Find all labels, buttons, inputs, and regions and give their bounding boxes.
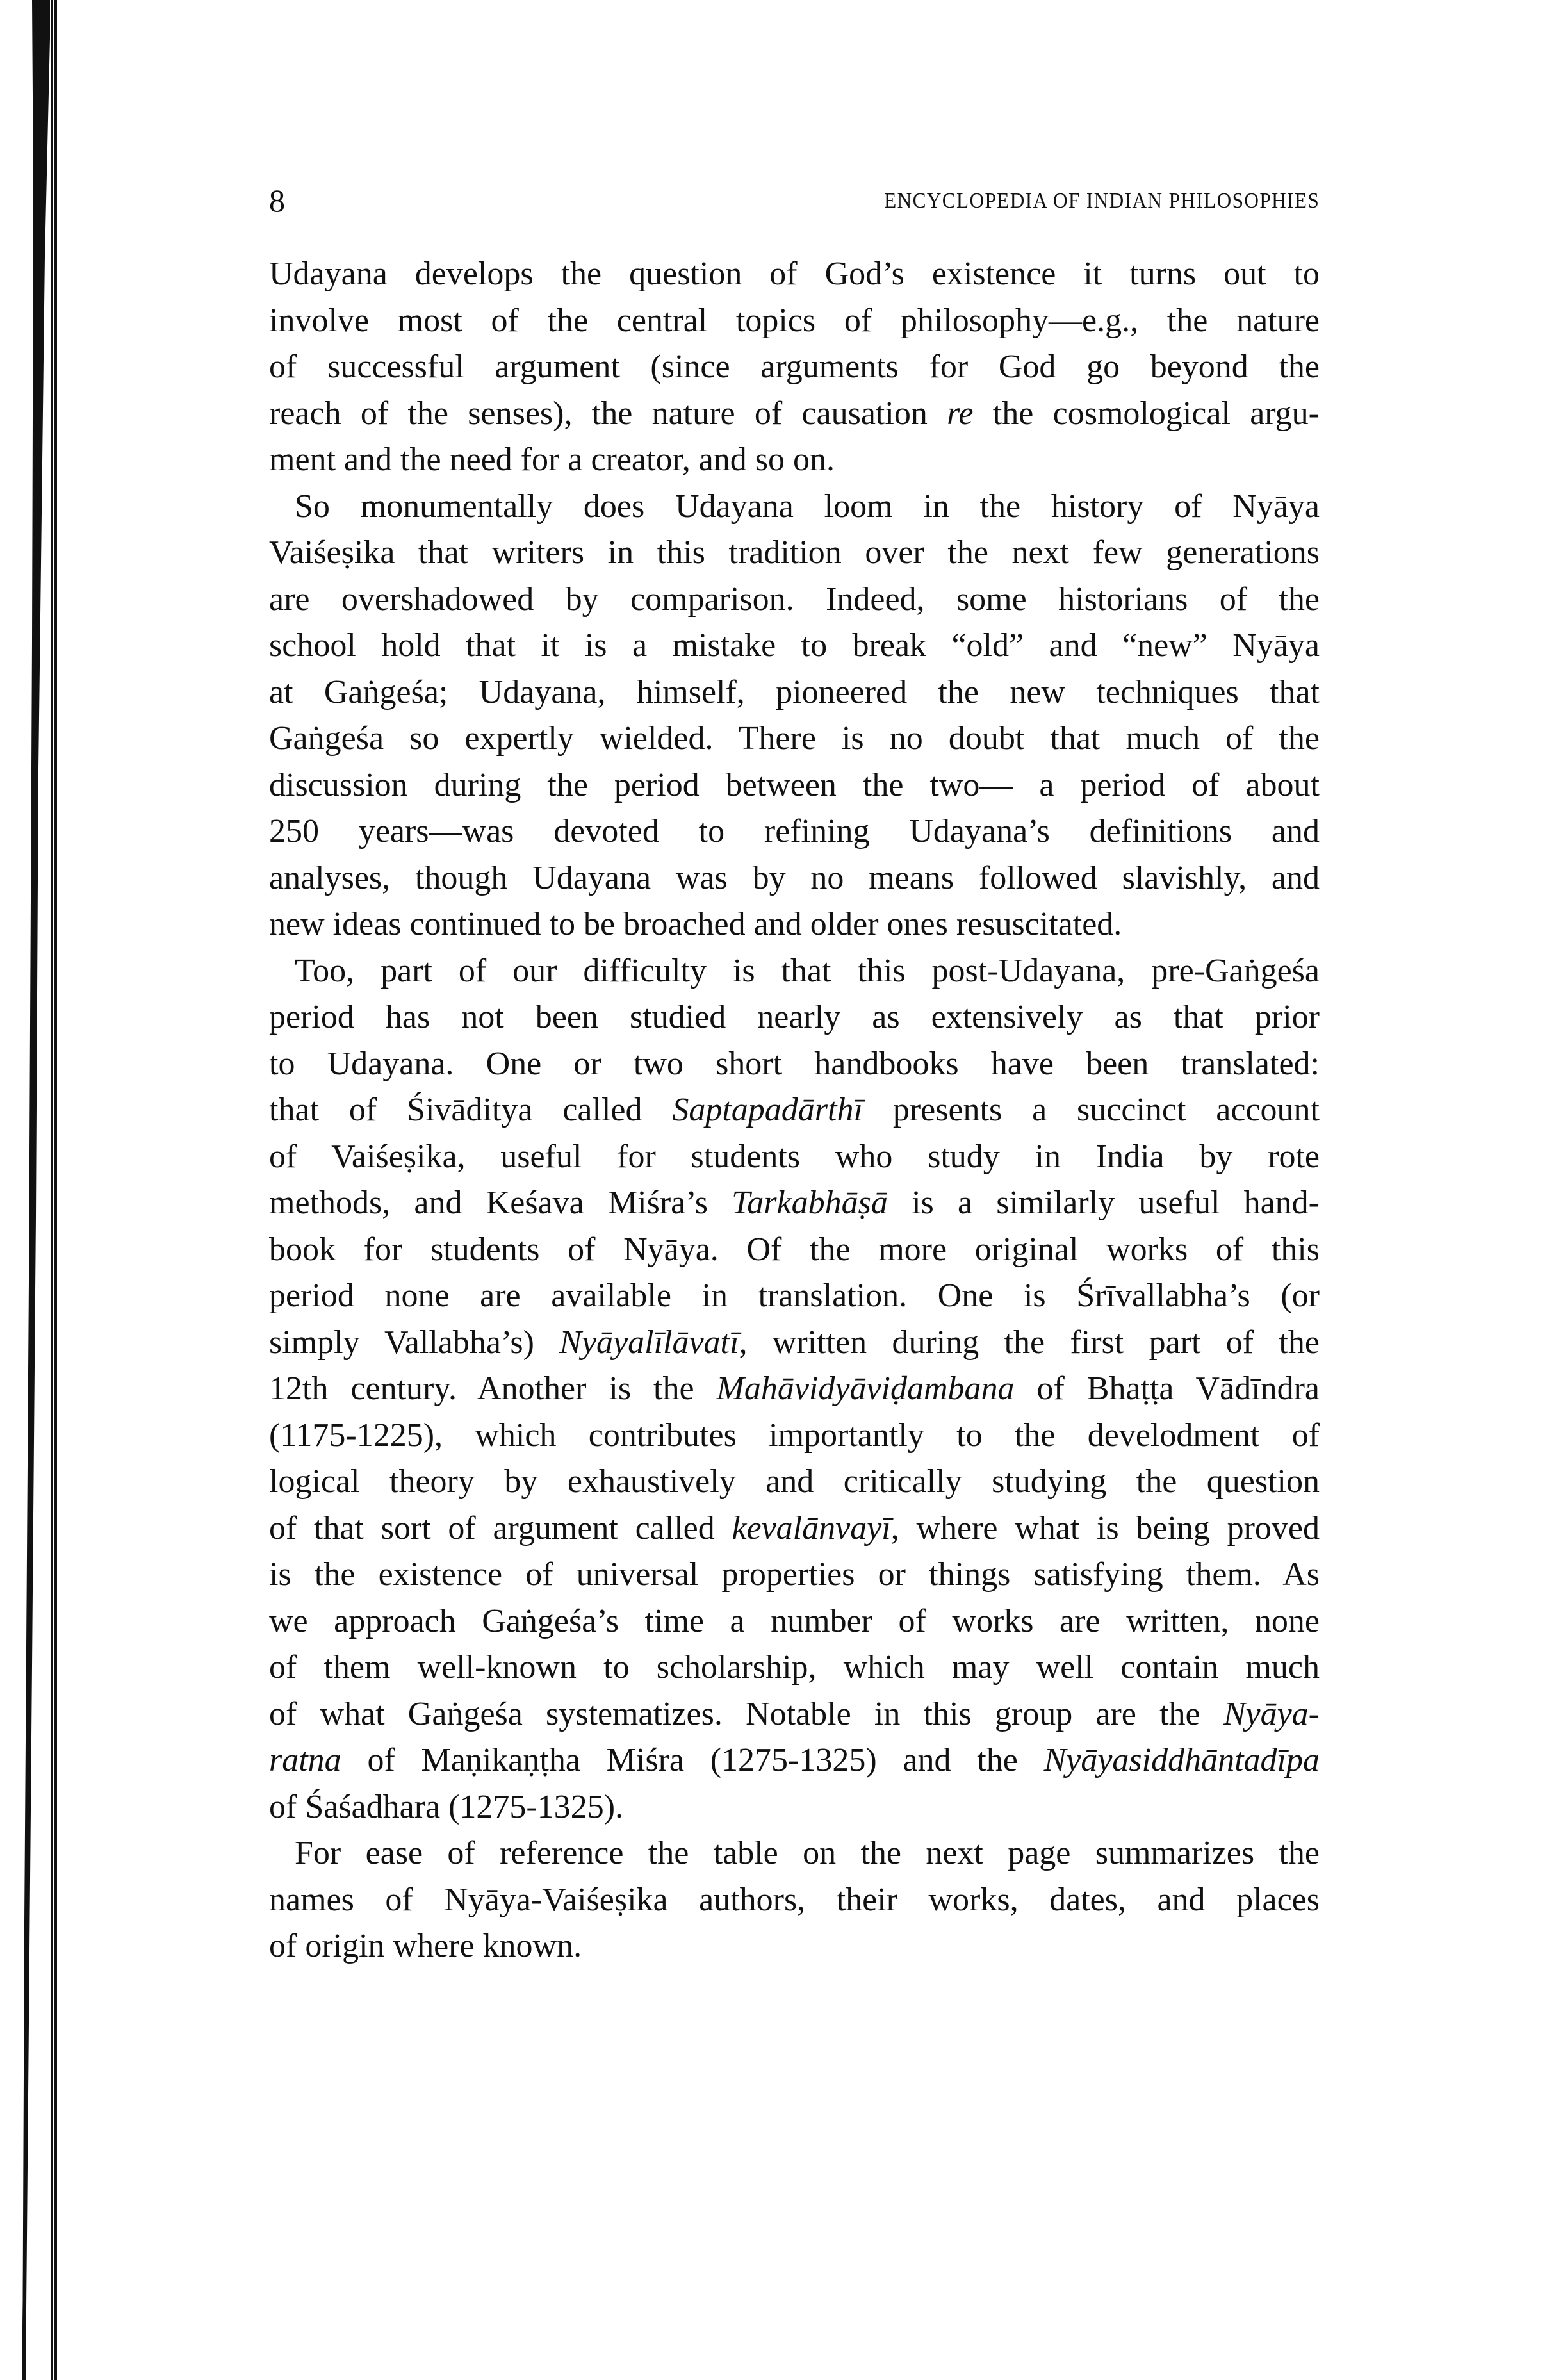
text-line xyxy=(269,855,1320,902)
text-line xyxy=(269,1459,1320,1506)
text-run: discussion during the period between the two— a period of about xyxy=(269,766,1320,803)
paragraph xyxy=(269,1830,1320,1970)
text-line xyxy=(269,298,1320,345)
text-line xyxy=(269,1645,1320,1691)
text-run: ment and the need for a creator, and so on. xyxy=(269,441,835,478)
text-run: presents a succinct account xyxy=(862,1092,1320,1128)
italic-term: Mahāvidyāviḍambana xyxy=(716,1370,1015,1407)
text-run: reach of the senses), the nature of causation xyxy=(269,395,947,432)
text-line xyxy=(269,1506,1320,1552)
text-run: Udayana develops the question of God’s existence it turns out to xyxy=(269,256,1320,292)
text-line xyxy=(269,669,1320,716)
text-run: names of Nyāya-Vaiśeṣika authors, their works, dates, and places xyxy=(269,1881,1320,1918)
text-run: logical theory by exhaustively and critically studying the question xyxy=(269,1463,1320,1500)
paragraph xyxy=(269,251,1320,484)
text-line xyxy=(269,391,1320,438)
text-line xyxy=(269,1877,1320,1924)
paragraph xyxy=(269,948,1320,1831)
text-run: involve most of the central topics of philosophy—e.g., the nature xyxy=(269,302,1320,339)
text-run: school hold that it is a mistake to break “old” and “new” Nyāya xyxy=(269,627,1320,664)
text-run: period has not been studied nearly as extensively as that prior xyxy=(269,999,1320,1035)
text-run: of Vaiśeṣika, useful for students who study in India by rote xyxy=(269,1138,1320,1175)
text-run: 12th century. Another is the xyxy=(269,1370,717,1407)
text-run: of origin where known. xyxy=(269,1928,582,1964)
text-line xyxy=(269,623,1320,669)
text-run: methods, and Keśava Miśra’s xyxy=(269,1185,732,1221)
text-run: are overshadowed by comparison. Indeed, some historians of the xyxy=(269,580,1320,618)
text-run: of that sort of argument called xyxy=(269,1509,732,1547)
text-line xyxy=(269,716,1320,762)
text-line xyxy=(269,1366,1320,1413)
text-run: simply Vallabha’s) xyxy=(269,1324,560,1361)
text-run: of Śaśadhara (1275-1325). xyxy=(269,1788,624,1825)
text-line xyxy=(269,251,1320,298)
text-run: 250 years—was devoted to refining Udayana’s definitions and xyxy=(269,813,1320,849)
book-binding-edge xyxy=(0,0,61,2380)
text-run: Gaṅgeśa so expertly wielded. There is no doubt that much of the xyxy=(269,720,1320,757)
text-run: Too, part of our difficulty is that this post-Udayana, pre-Gaṅgeśa xyxy=(295,952,1320,989)
text-line xyxy=(269,1737,1320,1784)
italic-term: Saptapadārthī xyxy=(672,1092,863,1128)
paragraph xyxy=(269,484,1320,948)
text-line xyxy=(269,948,1320,995)
text-run: is a similarly useful hand- xyxy=(887,1185,1320,1221)
text-run: So monumentally does Udayana loom in the history of Nyāya xyxy=(295,488,1320,525)
text-run: , written during the first part of the xyxy=(739,1324,1320,1361)
italic-term: ratna xyxy=(269,1742,341,1778)
text-run: period none are available in translation. One is Śrīvallabha’s (or xyxy=(269,1277,1320,1314)
text-line xyxy=(269,530,1320,577)
text-run: of successful argument (since arguments for God go beyond the xyxy=(269,349,1320,385)
text-run: of them well-known to scholarship, which may well contain much xyxy=(269,1649,1320,1686)
text-line xyxy=(269,577,1320,623)
text-run: book for students of Nyāya. Of the more original works of this xyxy=(269,1231,1320,1268)
text-run: is the existence of universal properties or things satisfying them. As xyxy=(269,1556,1320,1593)
text-line xyxy=(269,1320,1320,1366)
text-run: of Bhaṭṭa Vādīndra xyxy=(1014,1370,1320,1407)
text-line xyxy=(269,1227,1320,1274)
running-title: ENCYCLOPEDIA OF INDIAN PHILOSOPHIES xyxy=(883,189,1320,213)
text-line xyxy=(269,1830,1320,1877)
text-run: analyses, though Udayana was by no means followed slavishly, and xyxy=(269,859,1320,896)
text-line xyxy=(269,1691,1320,1738)
text-line xyxy=(269,1784,1320,1831)
text-line xyxy=(269,1041,1320,1088)
italic-term: Nyāyasiddhāntadīpa xyxy=(1043,1742,1320,1778)
text-line xyxy=(269,437,1320,484)
text-run: the cosmological argu- xyxy=(973,395,1320,432)
text-line xyxy=(269,1598,1320,1645)
running-header xyxy=(269,181,1320,220)
text-run: that of Śivāditya called xyxy=(269,1092,673,1128)
text-run: , where what is being proved xyxy=(890,1509,1320,1547)
text-line xyxy=(269,1413,1320,1459)
page-number: 8 xyxy=(269,183,285,218)
italic-term: Tarkabhāṣā xyxy=(732,1185,888,1221)
text-run: (1175-1225), which contributes importantly to the develodment of xyxy=(269,1416,1320,1454)
text-line xyxy=(269,484,1320,530)
text-line xyxy=(269,994,1320,1041)
text-line xyxy=(269,901,1320,948)
text-line xyxy=(269,344,1320,391)
text-line xyxy=(269,1134,1320,1181)
italic-term: re xyxy=(947,395,974,432)
text-run: we approach Gaṅgeśa’s time a number of works are written, none xyxy=(269,1602,1320,1639)
text-run: to Udayana. One or two short handbooks have been translated: xyxy=(269,1045,1320,1082)
italic-term: Nyāya- xyxy=(1223,1695,1320,1732)
text-line xyxy=(269,1552,1320,1598)
italic-term: Nyāyalīlāvatī xyxy=(559,1324,739,1361)
text-run: Vaiśeṣika that writers in this tradition over the next few generations xyxy=(269,534,1320,571)
text-run: new ideas continued to be broached and older ones resuscitated. xyxy=(269,906,1122,942)
text-line xyxy=(269,1180,1320,1227)
text-run: For ease of reference the table on the next page summarizes the xyxy=(295,1835,1320,1871)
text-run: of what Gaṅgeśa systematizes. Notable in this group are the xyxy=(269,1695,1223,1732)
body-text xyxy=(269,251,1320,1970)
italic-term: kevalānvayī xyxy=(732,1509,891,1547)
text-line xyxy=(269,1087,1320,1134)
text-line xyxy=(269,1923,1320,1970)
text-run: of Maṇikaṇṭha Miśra (1275-1325) and the xyxy=(341,1742,1044,1778)
text-run: at Gaṅgeśa; Udayana, himself, pioneered the new techniques that xyxy=(269,673,1320,710)
text-line xyxy=(269,808,1320,855)
text-line xyxy=(269,762,1320,809)
text-line xyxy=(269,1273,1320,1320)
